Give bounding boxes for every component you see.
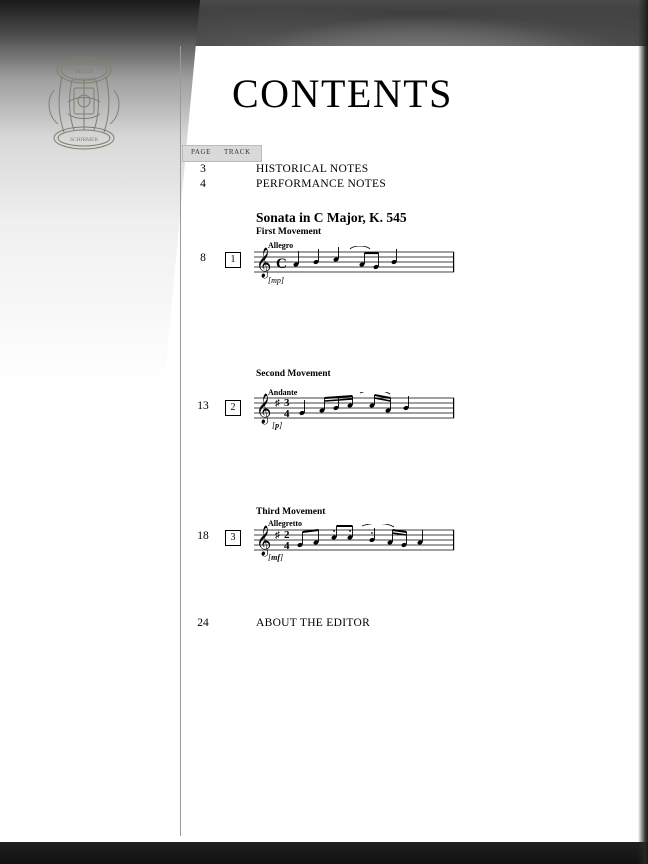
dynamic-value-3: mf <box>271 553 281 562</box>
svg-text:LABORUM: LABORUM <box>70 61 98 67</box>
music-incipit-1 <box>254 246 464 297</box>
svg-text:4: 4 <box>284 408 290 420</box>
bottom-dark-band <box>0 842 648 864</box>
column-header-track: TRACK <box>224 148 251 156</box>
page-number: 13 <box>197 400 209 412</box>
entry-label: HISTORICAL NOTES <box>256 163 369 175</box>
music-incipit-3 <box>254 524 464 575</box>
page-number: 18 <box>197 530 209 542</box>
page-number: 4 <box>200 178 206 190</box>
track-number-box: 3 <box>225 530 241 546</box>
right-edge-shadow <box>638 0 648 864</box>
movement-name-1: First Movement <box>256 227 322 237</box>
column-header-page: PAGE <box>191 148 212 156</box>
page-number: 8 <box>200 252 206 264</box>
column-header-bar <box>182 145 262 162</box>
dynamic-value-1: mp <box>271 276 281 285</box>
tempo-marking-3: Allegretto <box>268 519 303 528</box>
movement-name-3: Third Movement <box>256 507 326 517</box>
svg-text:4: 4 <box>284 540 290 552</box>
page-number: 3 <box>200 163 206 175</box>
svg-text:𝄞: 𝄞 <box>256 394 272 423</box>
svg-text:LENIMEN: LENIMEN <box>71 77 97 83</box>
track-number-box: 1 <box>225 252 241 268</box>
movement-name-2: Second Movement <box>256 369 331 379</box>
dynamic-marking-3: [mf] <box>268 553 284 562</box>
entry-label: PERFORMANCE NOTES <box>256 178 387 190</box>
work-title: Sonata in C Major, K. 545 <box>256 210 407 225</box>
dynamic-value-2: p <box>275 421 280 430</box>
dynamic-marking-1: [mp] <box>268 276 285 285</box>
music-incipit-2 <box>254 392 464 443</box>
entry-label: ABOUT THE EDITOR <box>256 617 371 629</box>
svg-text:SCHIRMER: SCHIRMER <box>69 137 99 143</box>
svg-text:C: C <box>276 256 287 272</box>
cloud-texture <box>186 0 648 46</box>
svg-text:♯: ♯ <box>275 530 280 541</box>
track-number-box: 2 <box>225 400 241 416</box>
svg-text:DULCE: DULCE <box>74 69 94 75</box>
vertical-rule <box>180 46 181 836</box>
svg-text:2: 2 <box>284 529 290 541</box>
svg-text:♯: ♯ <box>275 398 280 409</box>
page-number: 24 <box>197 617 209 629</box>
svg-text:𝄞: 𝄞 <box>256 526 272 555</box>
tempo-marking-2: Andante <box>268 388 298 397</box>
svg-text:3: 3 <box>284 397 290 409</box>
svg-text:𝄞: 𝄞 <box>256 248 272 277</box>
page-title: CONTENTS <box>232 71 453 116</box>
publisher-crest-icon <box>34 50 134 155</box>
tempo-marking-1: Allegro <box>268 241 294 250</box>
dynamic-marking-2: [p] <box>272 421 283 430</box>
